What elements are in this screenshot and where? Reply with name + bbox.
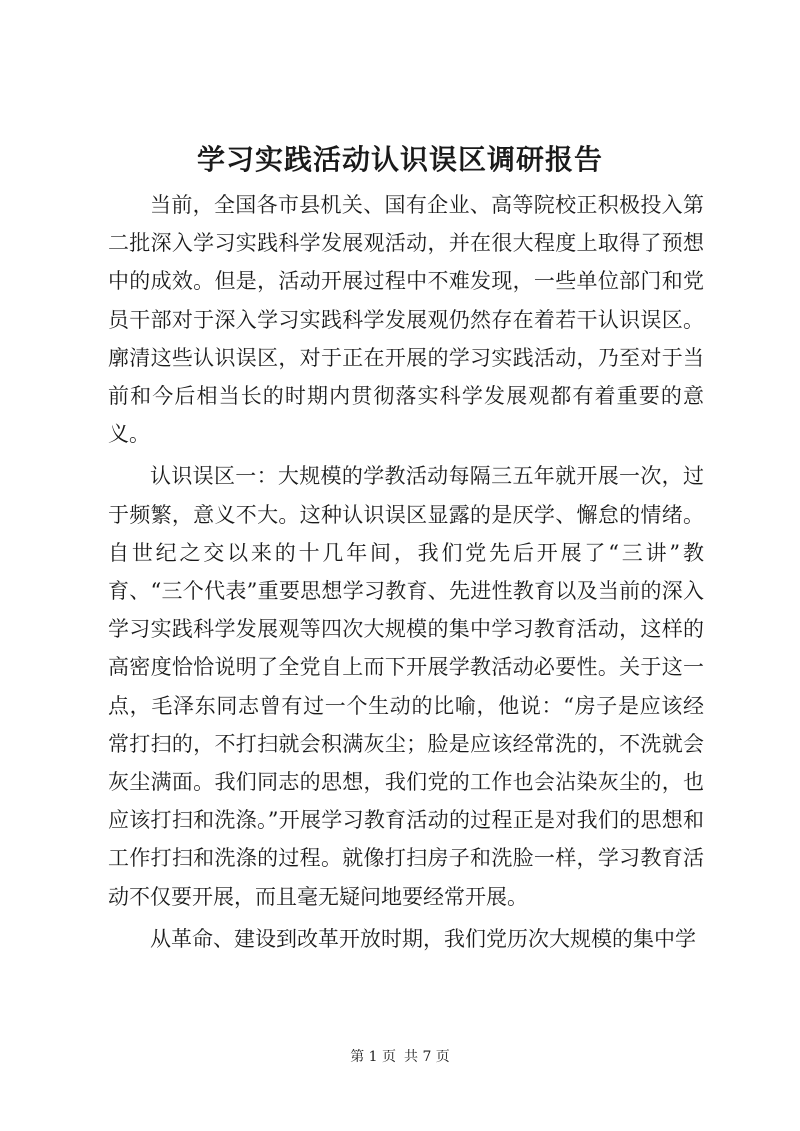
paragraph-3: 从革命、建设到改革开放时期，我们党历次大规模的集中学 <box>150 926 696 951</box>
page-footer <box>0 1047 800 1067</box>
paragraph-2: 认识误区一：大规模的学教活动每隔三五年就开展一次，过于频繁，意义不大。这种认识误区显露的是厌学、懈怠的情绪。自世纪之交以来的十几年间，我们党先后开展了“三讲”教育、“三个代表”重要思想学习教育、先进性教育以及当前的深入学习实践科学发展观等四次大规模的集中学习教育活动，这样的高密度恰恰说明了全党自上而下开展学教活动必要性。关于这一点，毛泽东同志曾有过一个生动的比喻，他说：“房子是应该经常打扫的，不打扫就会积满灰尘；脸是应该经常洗的，不洗就会灰尘满面。我们同志的思想，我们党的工作也会沾染灰尘的，也应该打扫和洗涤。”开展学习教育活动的过程正是对我们的思想和工作打扫和洗涤的过程。就像打扫房子和洗脸一样，学习教育活动不仅要开展，而且毫无疑问地要经常开展。 <box>108 464 704 909</box>
paragraph-1: 当前，全国各市县机关、国有企业、高等院校正积极投入第二批深入学习实践科学发展观活动，并在很大程度上取得了预想中的成效。但是，活动开展过程中不难发现，一些单位部门和党员干部对于深入学习实践科学发展观仍然存在着若干认识误区。廓清这些认识误区，对于正在开展的学习实践活动，乃至对于当前和今后相当长的时期内贯彻落实科学发展观都有着重要的意义。 <box>108 193 704 447</box>
document-title: 学习实践活动认识误区调研报告 <box>196 143 603 176</box>
page-number: 第 1 页 <box>350 1049 396 1065</box>
page-total: 共 7 页 <box>404 1049 450 1065</box>
document-body <box>108 186 704 958</box>
